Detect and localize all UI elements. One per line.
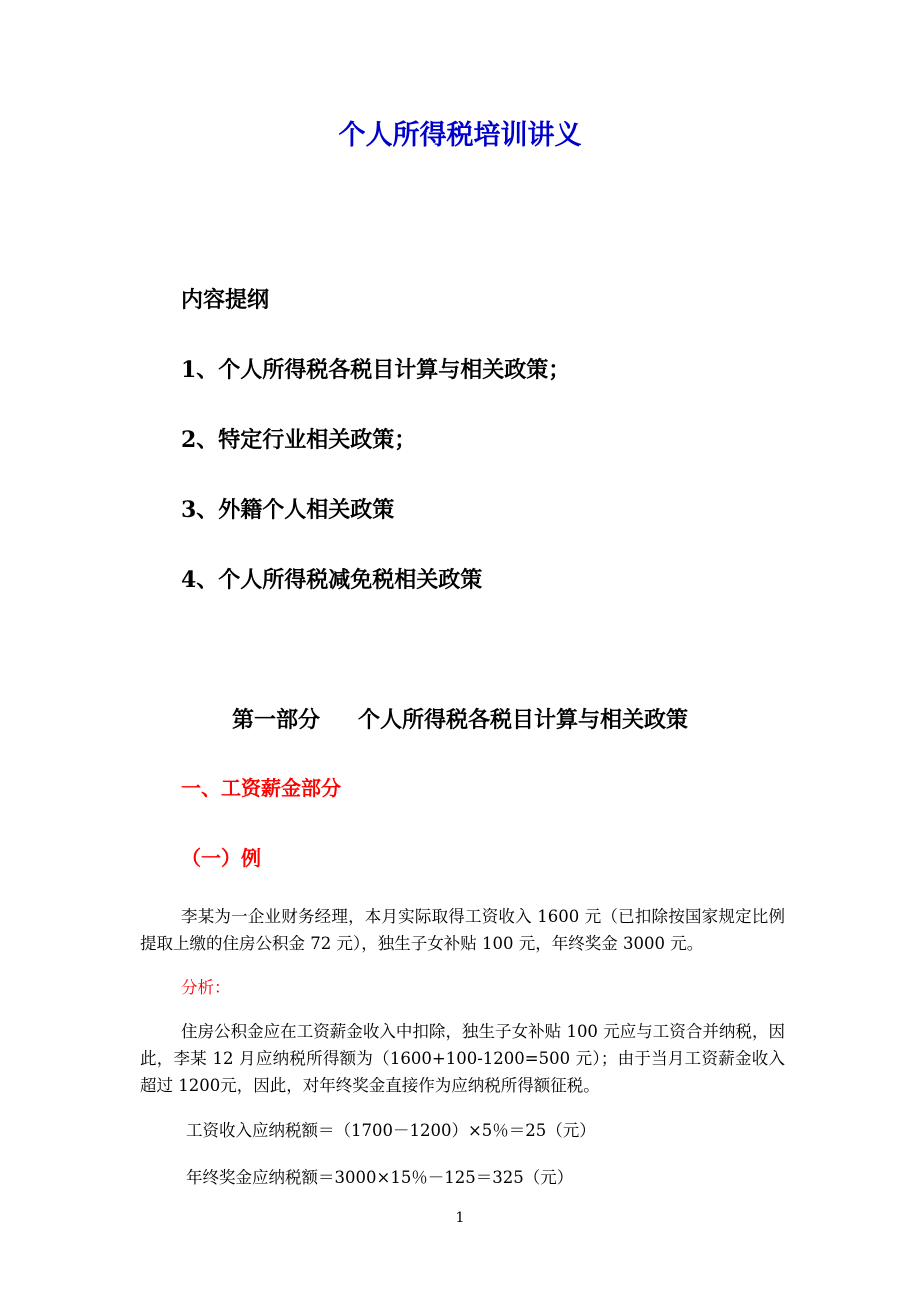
bonus-tax-formula: 年终奖金应纳税额＝3000×15％－125＝325（元） — [186, 1168, 574, 1187]
part-one-title — [0, 704, 920, 736]
outline-heading: 内容提纲 — [181, 287, 270, 313]
section-heading: 一、工资薪金部分 — [181, 776, 341, 800]
example-paragraph: 李某为一企业财务经理，本月实际取得工资收入 1600 元（已扣除按国家规定比例提取上缴的住房公积金 72 元），独生子女补贴 100 元，年终奖金 3000 元。 — [140, 907, 785, 953]
page-number: 1 — [455, 1210, 465, 1226]
outline-item-3: 3、外籍个人相关政策 — [181, 497, 395, 523]
part-one-label: 第一部分 — [231, 707, 320, 733]
document-title: 个人所得税培训讲义 — [338, 120, 582, 151]
outline-item-1: 1、个人所得税各税目计算与相关政策； — [181, 357, 571, 383]
analysis-paragraph: 住房公积金应在工资薪金收入中扣除，独生子女补贴 100 元应与工资合并纳税，因此，李某 12 月应纳税所得额为（1600+100-1200=500 元）；由于当月工资薪金收入超过 1200元，因此，对年终奖金直接作为应纳税所得额征税。 — [140, 1022, 785, 1095]
outline-item-4: 4、个人所得税减免税相关政策 — [181, 567, 483, 593]
example-heading: （一）例 — [181, 846, 261, 870]
analysis-label: 分析： — [181, 978, 231, 997]
outline-item-2: 2、特定行业相关政策； — [181, 427, 417, 453]
salary-tax-formula: 工资收入应纳税额＝（1700－1200）×5％＝25（元） — [186, 1121, 596, 1140]
part-one-name: 个人所得税各税目计算与相关政策 — [358, 707, 689, 733]
